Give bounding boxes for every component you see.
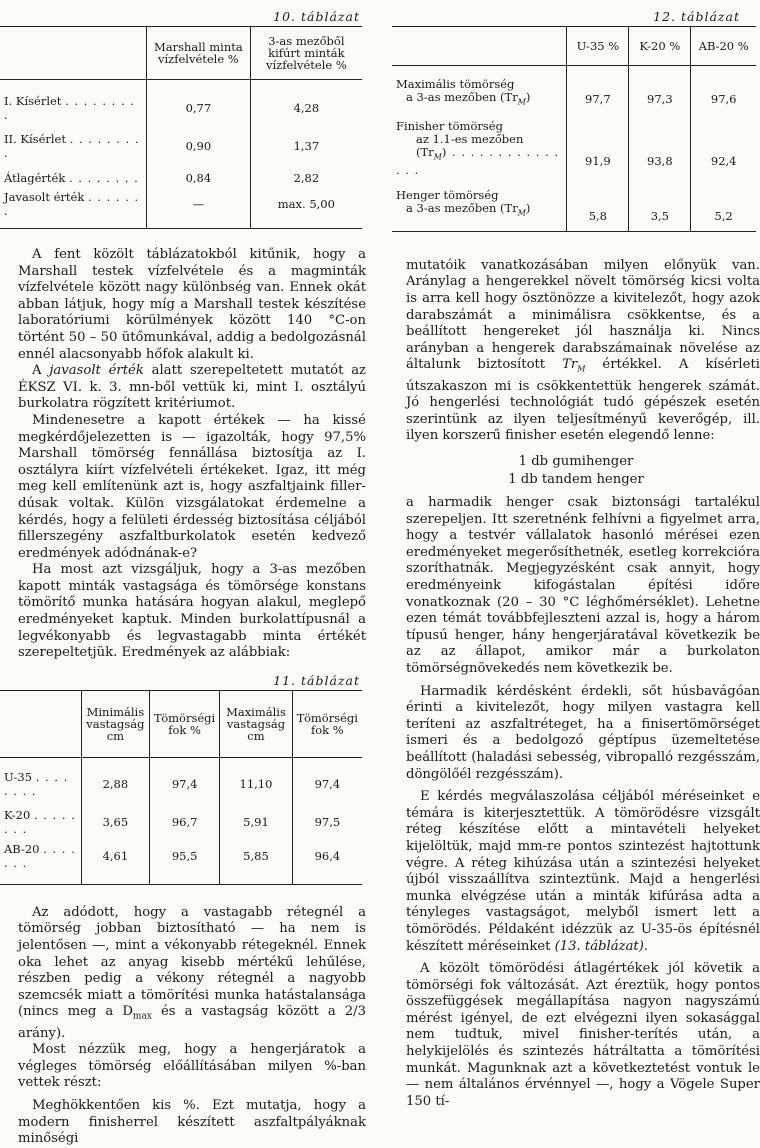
table-row: U-35 . . . . . . . . 2,88 97,4 11,10 97,4 <box>0 757 362 798</box>
table-11-col-max-thickness: Maximális vastagság cm <box>220 690 293 757</box>
paragraph: Mindenesetre a kapott értékek — ha kissé megkérdőjelezetten is — igazolták, hogy 97,5% Marshall tömörség fennállása biztosítja az I. osztályra kiírt vízfelvételi értékeket. Igaz, itt még meg kell említenünk azt is, hogy aszfaltjaink filler-dúsak voltak. Külön vizsgálatokat érdemelne a kérdés, hogy a felületi érdesség biztosítása céljából fillerszegény aszfaltburkolatok esetén kedvező eredmények adódnának-e? <box>18 412 366 561</box>
table-12-header <box>392 27 756 66</box>
list-item: 1 db tandem henger <box>508 472 644 488</box>
table-row: AB-20 . . . . . . . 4,61 95,5 5,85 96,4 <box>0 836 362 885</box>
table-10 <box>0 26 362 229</box>
paragraph: E kérdés megválaszolása céljából méréseinket e témára is kiterjesztettük. A tömörödésre vizsgált réteg készítése előtt a mintavételi helyeket kijelöltük, majd mm-re pontos szintezést hajtottunk végre. A réteg kihúzása után a szintezési helyeket újból visszaállítva szinteztünk. Majd a hengerlési munka elvégzése után a minták kifúrása adta a tényleges vastagságot, melyből ismert lett a tömörödés. Példaként idézzük az U-35-ös építésnél készített méréseinket (13. táblázat). <box>406 789 760 954</box>
paragraph: Az adódott, hogy a vastagabb rétegnél a tömörség jobban biztosítható — ha nem is jelentősen —, mint a vékonyabb rétegeknél. Ennek oka lehet az anyag kisebb mértékű lehűlése, részben pedig a vékony rétegnél a nagyobb szemcsék miatt a tömörítési munka hatástalansága (nincs meg a $D_{max}$ és a vastagság között a 2/3 arány). <box>18 904 367 1041</box>
table-10-col-cores: 3-as mezőből kifúrt minták vízfelvétele % <box>250 27 362 80</box>
table-11-header <box>0 690 362 757</box>
table-12-col-k20: K-20 % <box>629 27 691 66</box>
paragraph: Most nézzük meg, hogy a hengerjáratok a végleges tömörség előállításában milyen %-ban vettek részt: <box>18 1042 366 1091</box>
table-row: I. Kísérlet . . . . . . . . . 0,77 4,28 <box>0 80 362 123</box>
paragraph: a harmadik henger csak biztonsági tartalékul szerepeljen. Itt szeretnénk felhívni a figyelmet arra, hogy a testvér vállalatok hasonló mérései ezen eredményeket megerősíthetnék, esetleg korrekcióra szoríthatnák. Megjegyzésként csak annyit, hogy eredményeink kifogástalan építési időre vonatkoznak (20 – 30 °C léghőmérséklet). Lehetne ezen témát továbbfejleszteni azzal is, hogy a három típusú henger, hány hengerjáratával következik be az az állapot, amikor már a burkolaton tömörségnövekedés nem következik be. <box>406 495 760 676</box>
table-row: Átlagérték . . . . . . . . 0,84 2,82 <box>0 160 362 186</box>
table-row: Finisher tömörség az 1.1-es mezőben $(Tr_M)$ . . . . . . . . . . . . . . . 91,9 93,8 92,4 <box>392 108 756 176</box>
list-item: 1 db gumihenger <box>518 454 634 470</box>
right-column <box>392 0 760 1110</box>
table-row: K-20 . . . . . . . . 3,65 96,7 5,91 97,5 <box>0 798 362 836</box>
paragraph: A közölt tömörödési átlagértékek jól követik a tömörségi fok változását. Azt éreztük, hogy pontos összefüggések megállapítása nagyon nagyszámú mérést igényel, de ezt elvégezni ilyen sokasággal nem tudtuk, mivel finisher-terítés után, a helykijelölés és szintezés hátráltatta a tömörítési munkát. Magunknak azt a következtetést vontuk le — nem általános érvénnyel —, hogy a Vögele Super 150 tí- <box>406 961 760 1109</box>
table-12-col-u35: U-35 % <box>567 27 629 66</box>
paragraph: Ha most azt vizsgáljuk, hogy a 3-as mezőben kapott minták vastagsága és tömörsége konstans tömörítő munka hatására hogyan alakul, meglepő eredményeket kaptuk. Minden burkolattípusnál a legvékonyabb és legvastagabb minta értékét szerepeltetjük. Eredmények az alábbiak: <box>18 562 366 661</box>
table-10-caption: 10. táblázat <box>273 9 360 24</box>
paragraph: Meghökkentően kis %. Ezt mutatja, hogy a modern finisherrel készített aszfaltpályáknak minőségi <box>18 1098 366 1147</box>
table-12-caption: 12. táblázat <box>653 9 740 24</box>
table-row: Henger tömörség a 3-as mezőben $(Tr_M)$ 5,8 3,5 5,2 <box>392 177 756 232</box>
table-row: Javasolt érték . . . . . . . — max. 5,00 <box>0 186 362 229</box>
table-row: II. Kísérlet . . . . . . . . . 0,90 1,37 <box>0 122 362 160</box>
table-11 <box>0 690 362 885</box>
table-11-col-min-thickness: Minimális vastagság cm <box>81 690 149 757</box>
table-11-col-density-1: Tömörségi fok % <box>150 690 220 757</box>
paragraph: mutatóik vanatkozásában milyen előnyük van. Aránylag a hengerekkel növelt tömörség kicsi volta is arra kell hogy ösztönözze a kivitelezőt, hogy azok darabszámát a minimálisra csökkentse, és a beállított hengereket jól használja ki. Nincs arányban a hengerek darabszámainak növelése az általunk biztosított $Tr_M$ értékkel. A kísérleti útszakaszon mi is csökkentettük hengerek számát. Jó hengerlési technológiát tudó gépészek esetén szerintünk az ilyen teljesítményű keverőgép, ill. ilyen korszerű finisher esetén elegendő lenne: <box>406 257 760 444</box>
table-12-col-ab20: AB-20 % <box>691 27 756 66</box>
paragraph: A javasolt érték alatt szerepeltetett mutatót az ÉKSZ VI. k. 3. mn-ből vettük ki, mint I. osztályú burkolatra rögzített kritériumot. <box>18 363 367 412</box>
paragraph: Harmadik kérdésként érdekli, sőt húsbavágóan érinti a kivitelezőt, hogy milyen vastagra kell teríteni az aszfaltréteget, ha a finisertömörséget ismeri és a bedolgozó géptípus üzemeltetése beállított (haladási sebesség, vibropalló rezgésszám, döngölőél rezgésszám). <box>406 683 760 782</box>
table-11-col-density-2: Tömörségi fok % <box>292 690 362 757</box>
table-row: Maximális tömörség a 3-as mezőben $(Tr_M)$ 97,7 97,3 97,6 <box>392 66 756 109</box>
table-11-caption: 11. táblázat <box>273 672 360 688</box>
paragraph: A fent közölt táblázatokból kitűnik, hogy a Marshall testek vízfelvétele és a magminták vízfelvétele között nagy különbség van. Ennek okát abban látjuk, hogy míg a Marshall testek készítése laboratóriumi körülmények között 140 °C-on történt 50 – 50 ütőmunkával, addig a bedolgozásnál ennél alacsonyabb hőfok alakult ki. <box>18 247 366 362</box>
table-12 <box>392 26 756 232</box>
table-10-col-marshall: Marshall minta vízfelvétele % <box>146 27 250 80</box>
table-10-header <box>0 27 362 80</box>
